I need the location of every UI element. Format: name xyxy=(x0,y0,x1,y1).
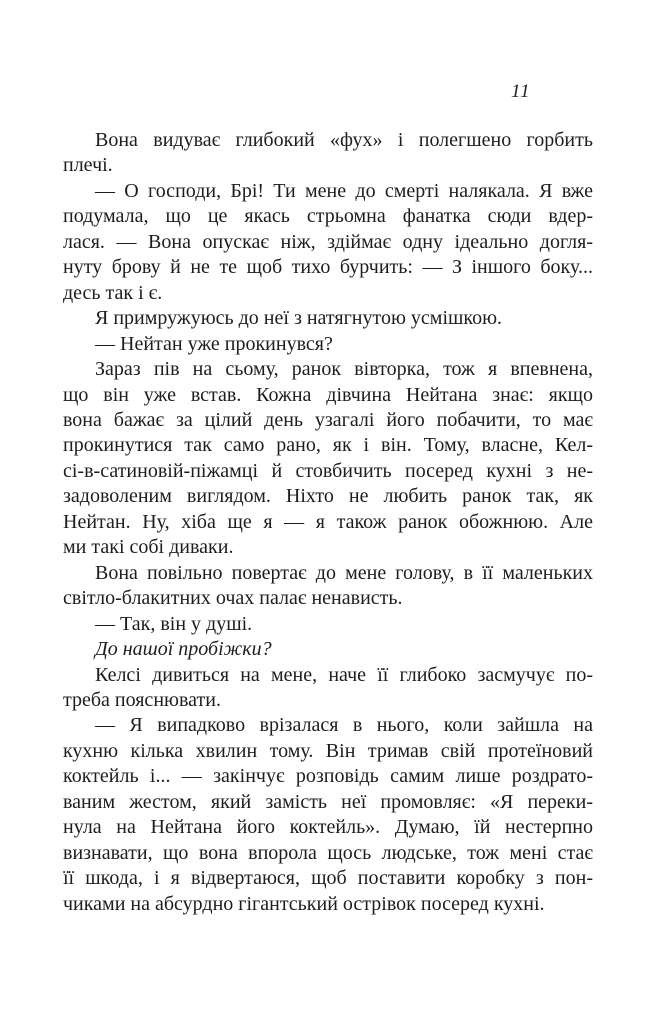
text-line: Нейтан. Ну, хіба ще я — я також ранок обожнюю. Але xyxy=(63,510,593,533)
text-line: Вона видуває глибокий «фух» і полегшено горбить xyxy=(95,129,593,151)
text-line: — Так, він у душі. xyxy=(95,612,253,635)
text-line: треба пояснювати. xyxy=(63,688,221,711)
text-line: Келсі дивиться на мене, наче її глибоко засмучує по- xyxy=(95,663,593,686)
text-line: нула на Нейтана його коктейль». Думаю, їй нестерпно xyxy=(63,816,593,839)
paragraph xyxy=(63,128,593,179)
text-line: світло-блакитних очах палає ненависть. xyxy=(63,587,403,610)
text-line: подумала, що це якась стрьомна фанатка сюди вдер- xyxy=(63,205,593,228)
text-line: визнавати, що вона впорола щось людське, тож мені стає xyxy=(63,841,593,864)
text-line: вона бажає за цілий день узагалі його побачити, то має xyxy=(63,408,593,431)
text-line: кухню кілька хвилин тому. Він тримав свій протеїновий xyxy=(63,739,593,762)
text-line: нуту брову й не те щоб тихо бурчить: — З іншого боку... xyxy=(63,256,593,279)
text-line: десь так і є. xyxy=(63,281,163,304)
paragraph xyxy=(63,612,593,637)
text-line: Я примружуюсь до неї з натягнутою усмішкою. xyxy=(95,307,503,330)
paragraph xyxy=(63,332,593,357)
body-text xyxy=(63,128,593,917)
paragraph xyxy=(63,637,593,662)
text-line: Вона повільно повертає до мене голову, в її маленьких xyxy=(95,561,593,584)
text-line: коктейль і... — закінчує розповідь самим лише роздрато- xyxy=(63,765,593,788)
text-line: її шкода, і я відвертаюся, щоб поставити коробку з пон- xyxy=(63,867,593,890)
page-number: 11 xyxy=(511,81,531,102)
paragraph xyxy=(63,179,593,306)
text-line: Зараз пів на сьому, ранок вівторка, тож я впевнена, xyxy=(95,358,593,381)
text-line: сі-в-сатиновій-піжамці й стовбичить посеред кухні з не- xyxy=(63,459,593,482)
text-line: задоволеним виглядом. Ніхто не любить ранок так, як xyxy=(63,485,593,508)
text-line: — Нейтан уже прокинувся? xyxy=(95,332,333,355)
text-line: — О господи, Брі! Ти мене до смерті налякала. Я вже xyxy=(95,179,593,202)
text-line: ваним жестом, який замість неї промовляє: «Я переки- xyxy=(63,790,593,813)
text-line: — Я випадково врізалася в нього, коли зайшла на xyxy=(95,714,593,737)
paragraph xyxy=(63,306,593,331)
text-line: плечі. xyxy=(63,154,113,177)
text-line: лася. — Вона опускає ніж, здіймає одну ідеально догля- xyxy=(63,230,593,253)
paragraph xyxy=(63,561,593,612)
paragraph xyxy=(63,357,593,561)
text-line-italic: До нашої пробіжки? xyxy=(95,638,272,661)
text-line: ми такі собі диваки. xyxy=(63,536,234,559)
paragraph xyxy=(63,663,593,714)
paragraph xyxy=(63,713,593,917)
text-line: прокинутися так само рано, як і він. Тому, власне, Кел- xyxy=(63,434,593,457)
text-line: що він уже встав. Кожна дівчина Нейтана знає: якщо xyxy=(63,383,593,406)
text-line: чиками на абсурдно гігантський острівок посеред кухні. xyxy=(63,892,545,915)
